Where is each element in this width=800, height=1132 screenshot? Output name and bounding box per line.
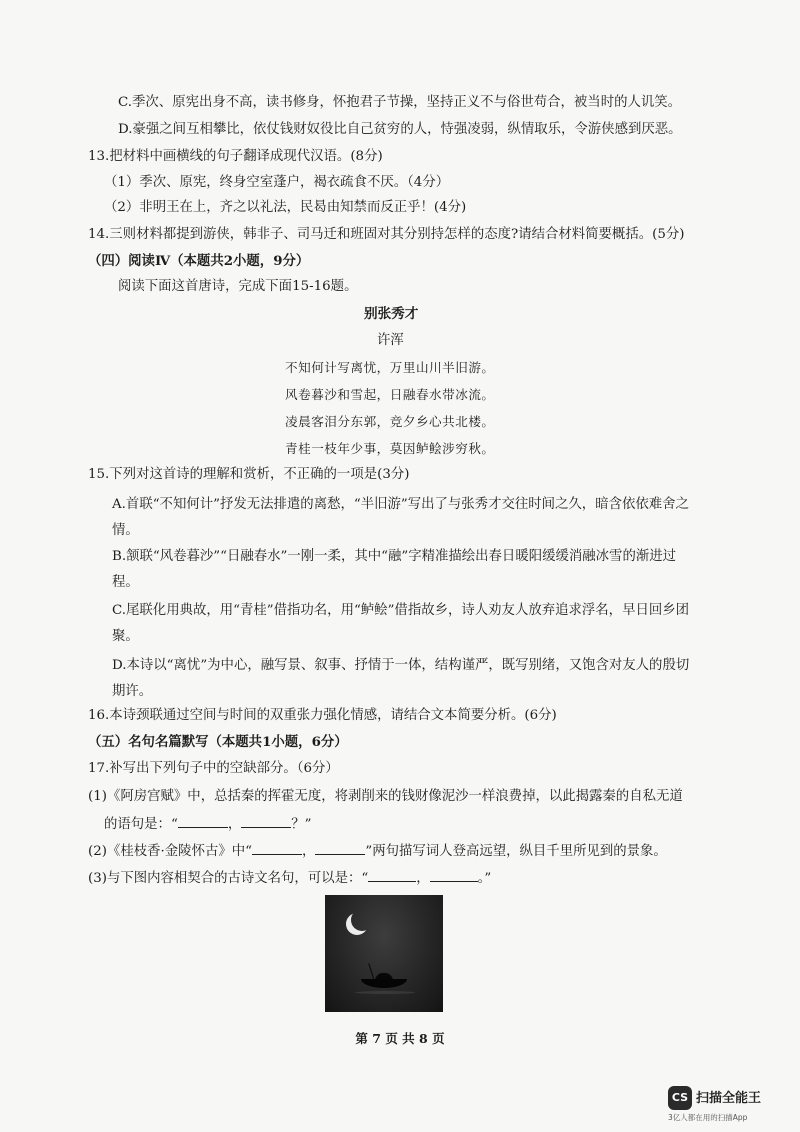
q12-option-d: D.豪强之间互相攀比，依仗钱财奴役比自己贫穷的人，恃强凌弱，纵情取乐，令游侠感到厌恶。 xyxy=(118,122,682,137)
poem-author: 许浑 xyxy=(377,333,404,348)
q13-stem: 13.把材料中画横线的句子翻译成现代汉语。(8分) xyxy=(88,149,383,164)
q17-item3-comma: ， xyxy=(416,871,430,886)
q17-item1-comma: ， xyxy=(227,817,242,832)
poem-line-1: 不知何计写离忧，万里山川半旧游。 xyxy=(285,360,495,375)
answer-blank[interactable] xyxy=(252,842,302,855)
q12-option-c: C.季次、原宪出身不高，读书修身，怀抱君子节操，坚持正义不与俗世苟合，被当时的人讥笑。 xyxy=(118,95,682,110)
section5-heading: （五）名句名篇默写（本题共1小题，6分） xyxy=(88,734,348,750)
scanner-watermark xyxy=(668,1084,786,1124)
q15-option-b: B.颔联“风卷暮沙”“日融春水”一刚一柔，其中“融”字精准描绘出春日暖阳缓缓消融冰雪的渐进过程。 xyxy=(112,549,677,590)
answer-blank[interactable] xyxy=(178,815,228,828)
poem-line-3: 凌晨客泪分东郭，竞夕乡心共北楼。 xyxy=(285,414,495,429)
crescent-moon-icon xyxy=(351,909,373,931)
q17-item2-suffix: ”两句描写词人登高远望，纵目千里所见到的景象。 xyxy=(365,844,667,859)
answer-blank[interactable] xyxy=(430,869,478,882)
section4-intro: 阅读下面这首唐诗，完成下面15-16题。 xyxy=(118,279,358,294)
q17-stem: 17.补写出下列句子中的空缺部分。（6分） xyxy=(88,761,339,776)
poem-title: 别张秀才 xyxy=(364,306,419,322)
q17-item1-prefix: 的语句是：“ xyxy=(104,817,178,832)
q17-item2-prefix: (2)《桂枝香·金陵怀古》中“ xyxy=(88,844,252,859)
q16-stem: 16.本诗颈联通过空间与时间的双重张力强化情感，请结合文本简要分析。(6分) xyxy=(88,708,557,723)
q17-item2 xyxy=(88,842,667,861)
camscanner-logo-icon: CS xyxy=(668,1086,692,1110)
section4-heading: （四）阅读Ⅳ（本题共2小题，9分） xyxy=(88,253,310,269)
q17-item1-suffix: ？” xyxy=(291,817,312,832)
q13-sub2: （2）非明王在上，齐之以礼法，民曷由知禁而反正乎！(4分) xyxy=(104,200,467,215)
poem-line-4: 青桂一枝年少事，莫因鲈鲙涉穷秋。 xyxy=(285,441,495,456)
q15-option-c: C.尾联化用典故，用“青桂”借指功名，用“鲈鲙”借指故乡，诗人劝友人放弃追求浮名，早日回乡团聚。 xyxy=(112,603,690,644)
answer-blank[interactable] xyxy=(315,842,365,855)
page-footer: 第 7 页 共 8 页 xyxy=(355,1031,445,1046)
q15-option-d: D.本诗以“离忧”为中心，融写景、叙事、抒情于一体，结构谨严，既写别绪，又饱含对友人的殷切期许。 xyxy=(112,658,690,699)
q17-item1-line2 xyxy=(104,815,311,834)
poem-line-2: 风卷暮沙和雪起，日融春水带冰流。 xyxy=(285,387,495,402)
watermark-tagline: 3亿人都在用的扫描App xyxy=(668,1113,748,1122)
watermark-app-name: 扫描全能王 xyxy=(696,1091,762,1106)
q14-stem: 14.三则材料都提到游侠，韩非子、司马迁和班固对其分别持怎样的态度?请结合材料简要概括。(5分) xyxy=(88,227,685,242)
q17-item3-prefix: (3)与下图内容相契合的古诗文名句，可以是：“ xyxy=(88,871,369,886)
water-reflection xyxy=(355,991,415,994)
q17-item3-suffix: 。” xyxy=(477,871,492,886)
answer-blank[interactable] xyxy=(368,869,416,882)
q13-sub1: （1）季次、原宪，终身空室蓬户，褐衣疏食不厌。（4分） xyxy=(104,175,450,190)
answer-blank[interactable] xyxy=(241,815,291,828)
q17-item1-line1: (1)《阿房宫赋》中，总括秦的挥霍无度，将剥削来的钱财像泥沙一样浪费掉，以此揭露秦的自私无道 xyxy=(88,789,683,804)
boat-silhouette-icon xyxy=(361,979,407,988)
q15-option-a: A.首联“不知何计”抒发无法排遣的离愁，“半旧游”写出了与张秀才交往时间之久，暗含依依难舍之情。 xyxy=(112,497,689,538)
q17-item2-comma: ， xyxy=(301,844,316,859)
q17-item3 xyxy=(88,869,491,888)
moon-boat-illustration xyxy=(325,895,443,1012)
q15-stem: 15.下列对这首诗的理解和赏析，不正确的一项是(3分) xyxy=(88,467,410,482)
